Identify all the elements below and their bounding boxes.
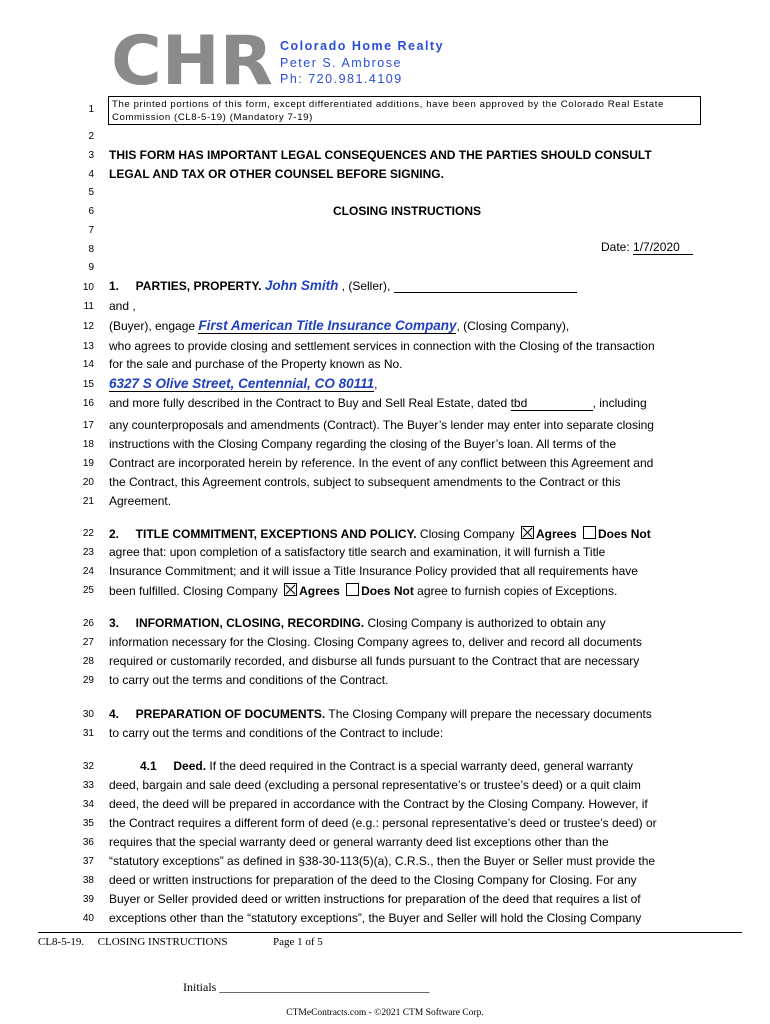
line-number: 24 (82, 566, 94, 577)
line-23: agree that: upon completion of a satisfactory title search and examination, it will furnish a Title (109, 545, 606, 559)
seller-suffix: , (Seller), (341, 279, 391, 293)
line-number: 20 (82, 477, 94, 488)
commitment-does-not-checkbox[interactable] (583, 526, 596, 539)
line-number: 35 (82, 818, 94, 829)
closing-company-field[interactable]: First American Title Insurance Company (198, 318, 457, 333)
line-number: 23 (82, 547, 94, 558)
line-25 (109, 583, 617, 598)
line-number: 37 (82, 856, 94, 867)
line-24: Insurance Commitment; and it will issue a Title Insurance Policy provided that all requirements have (109, 564, 638, 578)
line-number: 27 (82, 637, 94, 648)
line-number: 5 (88, 187, 94, 198)
approval-line-2: Commission (CL8-5-19) (Mandatory 7-19) (112, 112, 313, 123)
section-2-heading: 2. TITLE COMMITMENT, EXCEPTIONS AND POLICY. (109, 527, 417, 541)
line-30 (109, 707, 652, 721)
line-number: 2 (88, 131, 94, 142)
company-logo (111, 28, 276, 90)
chr-logo-icon (111, 28, 276, 90)
line-22-text: Closing Company (419, 527, 515, 541)
line-number: 12 (82, 321, 94, 332)
agrees-label: Agrees (299, 584, 340, 598)
line-37: “statutory exceptions” as defined in §38-30-113(5)(a), C.R.S., then the Buyer or Seller must provide the (109, 854, 656, 868)
line-32 (140, 759, 633, 773)
line-number: 1 (88, 104, 94, 115)
line-number: 29 (82, 675, 94, 686)
line-number: 14 (82, 359, 94, 370)
line-number: 11 (83, 301, 94, 312)
closing-suffix: , (Closing Company), (456, 319, 570, 333)
line-25-prefix: been fulfilled. Closing Company (109, 584, 278, 598)
line-number: 9 (88, 262, 94, 273)
copyright: CTMeContracts.com - ©2021 CTM Software Corp. (286, 1008, 484, 1018)
line-number: 31 (82, 728, 94, 739)
line-31: to carry out the terms and conditions of the Contract to include: (109, 726, 444, 740)
line-15 (109, 376, 377, 391)
footer-row (38, 936, 323, 948)
line-number: 30 (82, 709, 94, 720)
line-34: deed, the deed will be prepared in accordance with the Contract by the Closing Company. However, if (109, 797, 648, 811)
line-33: deed, bargain and sale deed (excluding a personal representative’s or trustee’s deed) or a quit claim (109, 778, 641, 792)
line-number: 3 (88, 150, 94, 161)
footer-divider (38, 932, 742, 933)
section-1-heading: 1. PARTIES, PROPERTY. (109, 279, 262, 293)
svg-text:CHR: CHR (111, 28, 273, 90)
line-number: 19 (82, 458, 94, 469)
line-26-text: Closing Company is authorized to obtain any (367, 616, 606, 630)
property-suffix: , (374, 377, 378, 391)
date-label: Date: (601, 240, 630, 254)
line-number: 18 (82, 439, 94, 450)
line-number: 16 (82, 398, 94, 409)
warning-line-2: LEGAL AND TAX OR OTHER COUNSEL BEFORE SIGNING. (109, 167, 444, 181)
exceptions-does-not-checkbox[interactable] (346, 583, 359, 596)
line-13: who agrees to provide closing and settlement services in connection with the Closing of the transaction (109, 339, 655, 353)
line-21: Agreement. (109, 494, 172, 508)
line-number: 7 (88, 225, 94, 236)
line-28: required or customarily recorded, and disburse all funds pursuant to the Contract that are necessary (109, 654, 640, 668)
commitment-agrees-checkbox[interactable] (521, 526, 534, 539)
line-number: 26 (82, 618, 94, 629)
line-number: 34 (82, 799, 94, 810)
warning-line-1: THIS FORM HAS IMPORTANT LEGAL CONSEQUENCES AND THE PARTIES SHOULD CONSULT (109, 148, 652, 162)
does-not-label: Does Not (598, 527, 651, 541)
date-field[interactable]: 1/7/2020 (633, 240, 693, 255)
line-number: 10 (82, 282, 94, 293)
agent-info (280, 38, 444, 88)
line-36: requires that the special warranty deed or general warranty deed list exceptions other than the (109, 835, 609, 849)
line-number: 36 (82, 837, 94, 848)
buyer-prefix: (Buyer), engage (109, 319, 196, 333)
company-name: Colorado Home Realty (280, 39, 445, 53)
section-4-heading: 4. PREPARATION OF DOCUMENTS. (109, 707, 326, 721)
section-3-heading: 3. INFORMATION, CLOSING, RECORDING. (109, 616, 365, 630)
line-number: 4 (88, 169, 94, 180)
line-number: 25 (82, 585, 94, 596)
line-number: 39 (82, 894, 94, 905)
line-19: Contract are incorporated herein by reference. In the event of any conflict between this Agreement and (109, 456, 654, 470)
line-38: deed or written instructions for preparation of the deed to the Closing Company for Closing. For any (109, 873, 637, 887)
seller-blank[interactable] (394, 279, 577, 293)
line-35: the Contract requires a different form of deed (e.g.: personal representative’s deed or trustee’s deed) or (109, 816, 657, 830)
line-16-suffix: , including (592, 396, 647, 410)
deed-subheading: 4.1 Deed. (140, 759, 207, 773)
line-20: the Contract, this Agreement controls, subject to subsequent amendments to the Contract or this (109, 475, 621, 489)
section-1-line-12 (109, 318, 569, 333)
line-18: instructions with the Closing Company regarding the closing of the Buyer’s loan. All terms of the (109, 437, 617, 451)
section-1-line-10 (109, 278, 577, 293)
line-number: 38 (82, 875, 94, 886)
line-32-text: If the deed required in the Contract is a special warranty deed, general warranty (209, 759, 633, 773)
line-number: 22 (82, 528, 94, 539)
contract-date-field[interactable]: tbd (511, 396, 593, 411)
line-40: exceptions other than the “statutory exceptions”, the Buyer and Seller will hold the Closing Company (109, 911, 642, 925)
line-17: any counterproposals and amendments (Contract). The Buyer’s lender may enter into separate closing (109, 418, 654, 432)
agent-name: Peter S. Ambrose (280, 55, 402, 70)
date-row (601, 240, 693, 255)
approval-notice (108, 96, 701, 125)
line-number: 17 (82, 420, 94, 431)
agent-phone: Ph: 720.981.4109 (280, 72, 403, 86)
initials-line[interactable]: Initials ___________________________________ (183, 980, 430, 994)
approval-line-1: The printed portions of this form, except differentiated additions, have been approved by the Colorado Real Estate (112, 99, 664, 110)
line-30-text: The Closing Company will prepare the necessary documents (328, 707, 652, 721)
line-29: to carry out the terms and conditions of the Contract. (109, 673, 389, 687)
page-number: Page 1 of 5 (273, 936, 323, 948)
line-26 (109, 616, 606, 630)
form-title: CLOSING INSTRUCTIONS (332, 204, 481, 218)
form-code: CL8-5-19. (38, 936, 85, 948)
agrees-label: Agrees (535, 527, 577, 541)
form-name: CLOSING INSTRUCTIONS (97, 936, 228, 948)
line-number: 21 (82, 496, 94, 507)
exceptions-agrees-checkbox[interactable] (284, 583, 297, 596)
line-number: 32 (82, 761, 94, 772)
does-not-label: Does Not (361, 584, 414, 598)
and-line: and , (109, 299, 136, 313)
line-16 (109, 396, 647, 411)
line-number: 13 (82, 341, 94, 352)
line-number: 33 (82, 780, 94, 791)
line-number: 28 (82, 656, 94, 667)
property-address-field[interactable]: 6327 S Olive Street, Centennial, CO 80111 (109, 376, 375, 391)
line-number: 8 (88, 244, 94, 255)
seller-name-field[interactable]: John Smith (264, 278, 339, 293)
line-27: information necessary for the Closing. Closing Company agrees to, deliver and record all documents (109, 635, 642, 649)
line-25-suffix: agree to furnish copies of Exceptions. (417, 584, 618, 598)
line-14: for the sale and purchase of the Property known as No. (109, 357, 403, 371)
line-22 (109, 526, 651, 541)
line-16-prefix: and more fully described in the Contract to Buy and Sell Real Estate, dated (109, 396, 508, 410)
line-39: Buyer or Seller provided deed or written instructions for preparation of the deed that requires a list of (109, 892, 641, 906)
line-number: 6 (88, 206, 94, 217)
line-number: 40 (82, 913, 94, 924)
line-number: 15 (82, 379, 94, 390)
